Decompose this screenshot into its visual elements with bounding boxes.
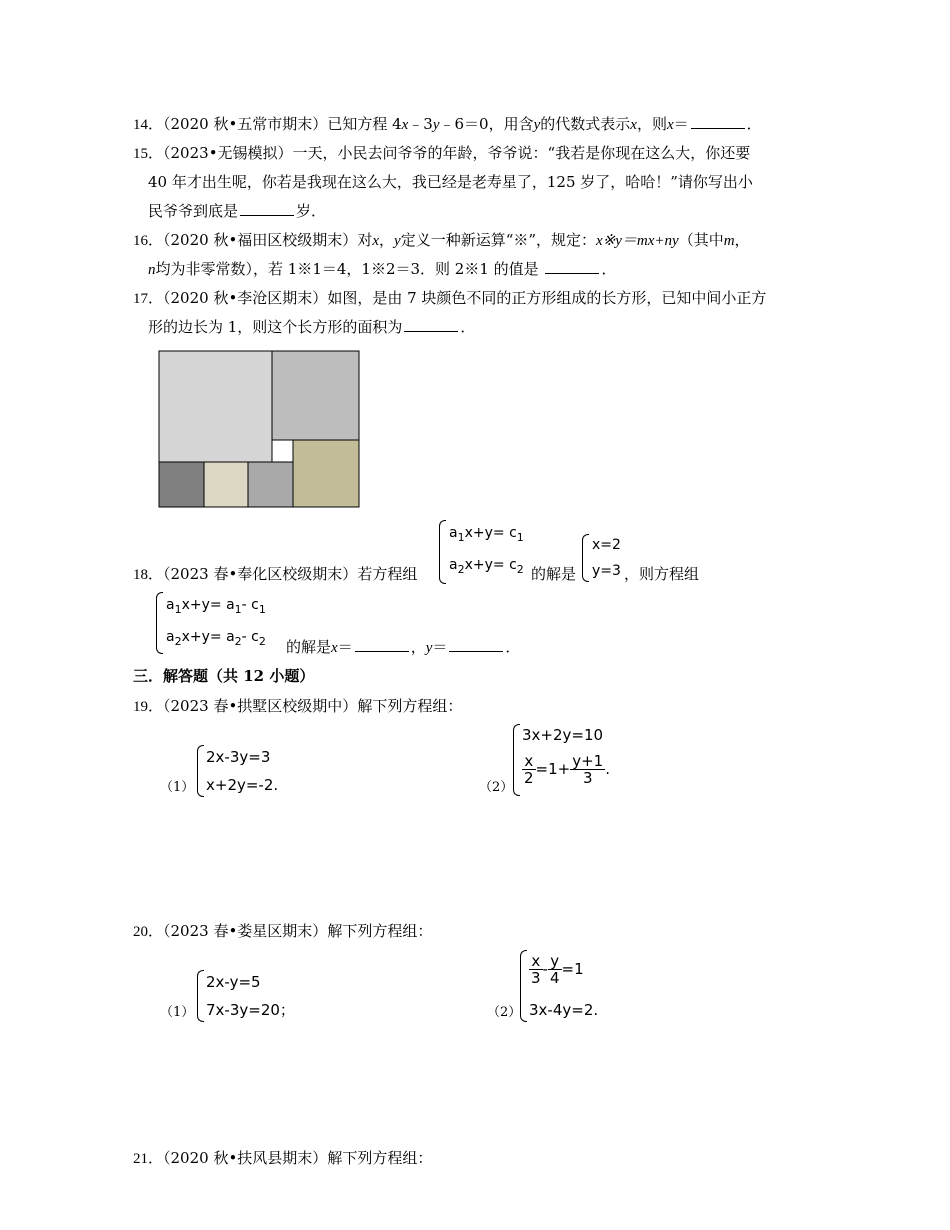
- var-x: x: [401, 117, 409, 133]
- punctuation: ，: [379, 231, 395, 249]
- fraction: [529, 953, 543, 986]
- question-14: [133, 114, 762, 135]
- punctuation: .: [273, 776, 279, 794]
- question-number: 18．: [133, 567, 164, 583]
- question-text: 解下列方程组：: [327, 922, 433, 940]
- question-text: 解下列方程组：: [357, 697, 463, 715]
- question-source: （2020 秋•扶风县期末）: [163, 1149, 328, 1167]
- square-bottom-mid: [248, 462, 293, 507]
- eq-term: x+y= a: [181, 597, 235, 613]
- var-x: x: [331, 640, 338, 656]
- square-top-right: [272, 351, 359, 440]
- denominator: 3: [582, 769, 593, 787]
- fraction: [522, 753, 536, 786]
- square-large: [159, 351, 272, 462]
- question-source: （2023 春•奉化区校级期末）: [163, 565, 358, 583]
- var-y: y: [425, 640, 433, 656]
- eq-term: - c: [241, 597, 259, 613]
- subscript: 2: [516, 563, 524, 576]
- var-y: y: [432, 117, 440, 133]
- var-y: y: [533, 117, 541, 133]
- eq-term: a: [449, 557, 458, 573]
- fraction: [570, 753, 605, 786]
- subscript: 2: [258, 635, 266, 648]
- punctuation: ．: [460, 318, 476, 336]
- question-source: （2020 秋•五常市期末）: [163, 115, 328, 133]
- var-x: x: [372, 233, 379, 249]
- eq-term: x+y= c: [464, 525, 517, 541]
- question-text: 已知方程 4: [327, 115, 402, 133]
- subscript: 1: [174, 603, 182, 616]
- part-1-label: （1）: [160, 1005, 195, 1020]
- eq-term: x+y= c: [464, 557, 517, 573]
- punctuation: ．: [746, 115, 762, 133]
- brace-solution: [582, 534, 589, 582]
- punctuation: ．: [505, 638, 521, 656]
- question-number: 15．: [133, 146, 164, 162]
- operation-definition: x※y＝mx+ny: [596, 233, 679, 249]
- var-m: m: [723, 233, 735, 249]
- brace-q20-1: [197, 970, 204, 1022]
- question-number: 16．: [133, 233, 164, 249]
- punctuation: .: [605, 760, 611, 778]
- subscript: 2: [174, 635, 182, 648]
- system-2-eq2: [166, 628, 266, 647]
- question-21: [133, 1148, 432, 1169]
- brace-q19-2: [513, 724, 520, 796]
- subscript: 1: [516, 531, 524, 544]
- question-number: 17．: [133, 291, 164, 307]
- question-text: ﹣3: [408, 115, 433, 133]
- eq-term: a: [166, 597, 175, 613]
- question-text: 的代数式表示: [540, 115, 631, 133]
- eq-term: - c: [241, 629, 259, 645]
- question-20: [133, 921, 432, 942]
- punctuation: ，: [410, 638, 426, 656]
- punctuation: .: [593, 1001, 599, 1019]
- eq-term: x+y= a: [181, 629, 235, 645]
- denominator: 3: [531, 969, 541, 987]
- answer-blank: [404, 317, 458, 332]
- question-17-line1: [133, 288, 766, 309]
- question-number: 20．: [133, 924, 164, 940]
- section-title: 三．解答题（共 12 小题）: [133, 667, 315, 685]
- brace-q20-2: [520, 950, 527, 1022]
- question-15-line2: 40 年才出生呢，你若是我现在这么大，我已经是老寿星了，125 岁了，哈哈！”请你写出小: [148, 173, 753, 191]
- q19-2-eq2: [522, 753, 610, 786]
- question-number: 21．: [133, 1151, 164, 1167]
- question-text: 的解是: [286, 638, 332, 656]
- eq-term: x+2y=-2: [206, 776, 274, 794]
- q20-1-eq2: [206, 1001, 295, 1019]
- punctuation: ＝: [337, 638, 353, 656]
- question-number: 19．: [133, 699, 164, 715]
- part-2-label: （2）: [479, 780, 514, 795]
- question-text: 若方程组: [357, 565, 418, 583]
- subscript: 1: [234, 603, 242, 616]
- subscript: 2: [234, 635, 242, 648]
- q20-2-eq1: [529, 953, 584, 986]
- fraction: [548, 953, 562, 986]
- square-center-small: [272, 440, 293, 462]
- numerator: y+1: [572, 752, 604, 770]
- square-bottom-right: [293, 440, 359, 507]
- solution-x: x=2: [592, 537, 621, 553]
- q20-2-eq2: [529, 1001, 598, 1019]
- eq-term: =1: [561, 960, 584, 978]
- q20-1-eq1: 2x-y=5: [206, 973, 261, 991]
- answer-blank: [545, 259, 599, 274]
- question-text: ﹣6＝0，用含: [439, 115, 534, 133]
- q19-1-eq1: 2x-3y=3: [206, 748, 271, 766]
- square-bottom-beige: [204, 462, 248, 507]
- punctuation: ，: [734, 231, 750, 249]
- part-1-label: （1）: [160, 780, 195, 795]
- question-15-line1: [133, 143, 750, 164]
- brace-q19-1: [197, 745, 204, 797]
- brace-system-2: [156, 592, 163, 654]
- var-y: y: [394, 233, 401, 249]
- eq-term: a: [449, 525, 458, 541]
- answer-blank-y: [449, 637, 503, 652]
- var-n: n: [148, 262, 156, 278]
- system-1-eq1: [449, 524, 524, 543]
- question-15-line3: [148, 201, 326, 221]
- var-x: x: [630, 117, 637, 133]
- part-2-label: （2）: [487, 1005, 522, 1020]
- subscript: 1: [258, 603, 266, 616]
- question-source: （2023 春•拱墅区校级期中）: [163, 697, 358, 715]
- eq-term: =1+: [535, 760, 571, 778]
- squares-figure: [158, 350, 362, 510]
- question-text: 如图，是由 7 块颜色不同的正方形组成的长方形，已知中间小正方: [327, 289, 767, 307]
- numerator: x: [529, 953, 543, 970]
- question-text: 解下列方程组：: [327, 1149, 433, 1167]
- question-text: 对: [357, 231, 373, 249]
- answer-blank: [691, 114, 745, 129]
- var-x: x: [666, 117, 674, 133]
- question-18-line1: [133, 564, 417, 585]
- system-1-eq2: [449, 556, 524, 575]
- punctuation: ＝: [432, 638, 448, 656]
- eq-term: -: [542, 960, 548, 978]
- system-2-eq1: [166, 596, 266, 615]
- answer-blank-x: [355, 637, 409, 652]
- question-18-text-b: 的解是: [531, 565, 577, 583]
- answer-blank: [240, 201, 294, 216]
- denominator: 4: [549, 969, 560, 987]
- question-text: 民爷爷到底是: [148, 202, 239, 220]
- question-19: [133, 696, 462, 717]
- question-number: 14．: [133, 117, 164, 133]
- question-source: （2020 秋•福田区校级期末）: [163, 231, 358, 249]
- question-text: ＝: [673, 115, 689, 133]
- question-16-line1: [133, 230, 750, 251]
- question-source: （2023 春•娄星区期末）: [163, 922, 328, 940]
- q19-2-eq1: 3x+2y=10: [522, 726, 604, 744]
- question-17-line2: [148, 317, 475, 337]
- denominator: 2: [524, 769, 534, 787]
- subscript: 1: [457, 531, 465, 544]
- square-bottom-dark: [159, 462, 204, 507]
- punctuation: ．: [601, 260, 617, 278]
- question-source: （2020 秋•李沧区期末）: [163, 289, 328, 307]
- question-18-line2: [286, 637, 520, 658]
- q19-1-eq2: [206, 776, 278, 794]
- question-text: 一天，小民去问爷爷的年龄，爷爷说：“我若是你现在这么大，你还要: [292, 144, 751, 162]
- subscript: 2: [457, 563, 465, 576]
- eq-term: 7x-3y=20: [206, 1001, 280, 1019]
- brace-system-1: [439, 520, 446, 584]
- question-text: 形的边长为 1，则这个长方形的面积为: [148, 318, 403, 336]
- question-16-line2: [148, 259, 616, 280]
- question-text: （其中: [678, 231, 724, 249]
- question-text: ，则: [636, 115, 667, 133]
- question-source: （2023•无锡模拟）: [163, 144, 293, 162]
- eq-term: a: [166, 629, 175, 645]
- punctuation: ；: [279, 1001, 295, 1019]
- question-text: 定义一种新运算“※”，规定：: [400, 231, 597, 249]
- eq-term: 3x-4y=2: [529, 1001, 594, 1019]
- numerator: x: [522, 753, 536, 770]
- question-text: 均为非零常数），若 1※1＝4，1※2＝3．则 2※1 的值是: [155, 260, 539, 278]
- numerator: y: [548, 953, 562, 970]
- solution-y: y=3: [592, 563, 621, 579]
- question-text: 岁．: [296, 202, 327, 220]
- question-18-text-c: ，则方程组: [624, 565, 700, 583]
